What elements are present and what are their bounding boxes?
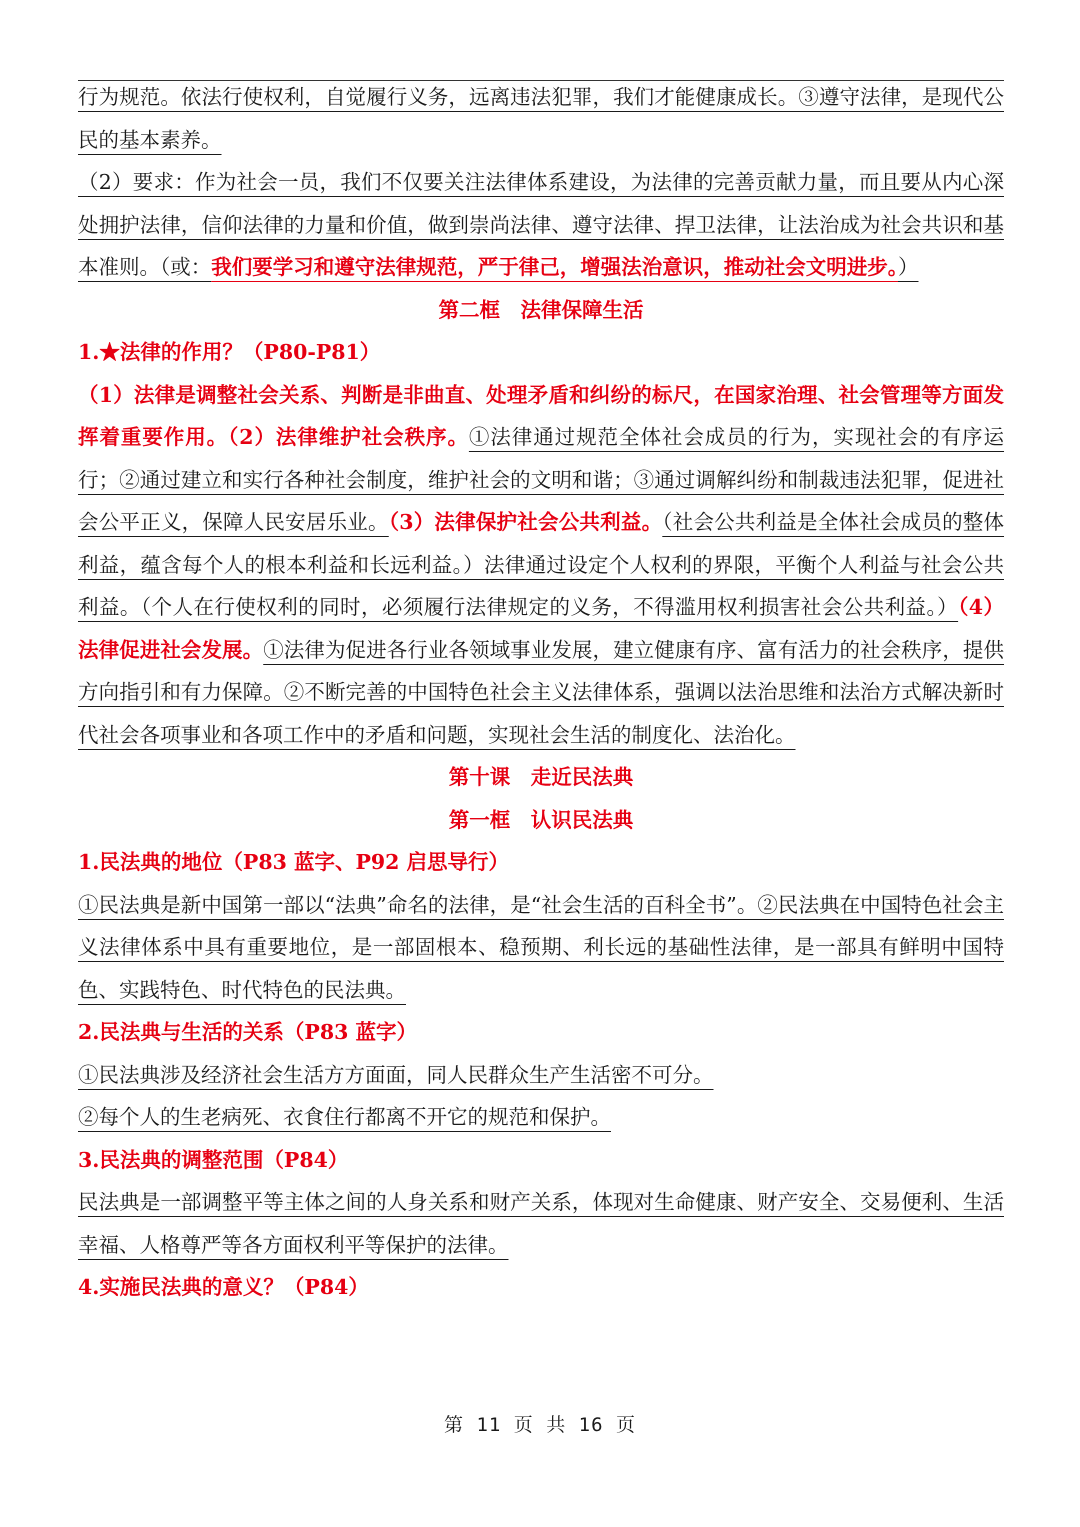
underlined-text: ①法律通过规范全体社会成员的行为，实现社会的有序运行；②通过建立和实行各种社会制度，维护社会的文明和谐；③通过调解纠纷和制裁违法犯罪，促进社会公平正义，保障人民安居乐业。 <box>78 425 1005 534</box>
question-heading: 3.民法典的调整范围（P84） <box>78 1147 349 1172</box>
underlined-text: 行为规范。依法行使权利，自觉履行义务，远离违法犯罪，我们才能健康成长。③遵守法律，是现代公民的基本素养。 <box>78 85 1004 152</box>
underlined-text: 民法典是一部调整平等主体之间的人身关系和财产关系，体现对生命健康、财产安全、交易便利、生活幸福、人格尊严等各方面权利平等保护的法律。 <box>78 1190 1004 1257</box>
page-number-footer: 第 11 页 共 16 页 <box>444 1414 636 1436</box>
question-heading: 1.★法律的作用？（P80-P81） <box>78 340 381 364</box>
question-heading: 4.实施民法典的意义？（P84） <box>78 1275 369 1299</box>
paragraph-requirement <box>78 161 1004 289</box>
lesson-title: 第十课 走近民法典 <box>448 765 634 789</box>
paragraph-law-functions <box>78 374 1004 757</box>
red-emphasis-text: （1）法律是调整社会关系、判断是非曲直、处理矛盾和纠纷的标尺，在国家治理、社会管理等方面发挥着重要作用。（2）法律维护社会秩序。 <box>78 382 1004 449</box>
underlined-text: ①法律为促进各行业各领域事业发展，建立健康有序、富有活力的社会秩序，提供方向指引和有力保障。②不断完善的中国特色社会主义法律体系，强调以法治思维和法治方式解决新时代社会各项事业和各项工作中的矛盾和问题，实现社会生活的制度化、法治化。 <box>78 637 1005 747</box>
section-title: 第二框 法律保障生活 <box>438 297 644 322</box>
paragraph-civil-code-life-b <box>78 1096 1004 1139</box>
underlined-text: ①民法典涉及经济社会生活方方面面，同人民群众生产生活密不可分。 <box>78 1062 714 1087</box>
paragraph-continuation <box>78 76 1004 161</box>
section-title: 第一框 认识民法典 <box>448 807 634 832</box>
red-emphasis-text: （3）法律保护社会公共利益。 <box>388 510 663 534</box>
underlined-text: ②每个人的生老病死、衣食住行都离不开它的规范和保护。 <box>78 1105 611 1129</box>
underlined-text: （社会公共利益是全体社会成员的整体利益，蕴含每个人的根本利益和长远利益。）法律通过设定个人权利的界限，平衡个人利益与社会公共利益。（个人在行使权利的同时，必须履行法律规定的义务，不得滥用权利损害社会公共利益。） <box>78 510 1005 619</box>
paragraph-civil-code-life-a <box>78 1054 1004 1097</box>
document-page <box>78 76 1004 1309</box>
question-heading: 2.民法典与生活的关系（P83 蓝字） <box>78 1020 417 1044</box>
underlined-text: （2）要求：作为社会一员，我们不仅要关注法律体系建设，为法律的完善贡献力量，而且要从内心深处拥护法律，信仰法律的力量和价值，做到崇尚法律、遵守法律、捍卫法律，让法治成为社会共识和基本准则。（或： <box>78 170 1004 279</box>
underlined-text: ） <box>898 255 919 279</box>
question-heading: 1.民法典的地位（P83 蓝字、P92 启思导行） <box>78 850 510 874</box>
paragraph-civil-code-scope <box>78 1181 1004 1266</box>
red-emphasis-text: （4）法律促进社会发展。 <box>78 595 1004 662</box>
red-emphasis-text: 我们要学习和遵守法律规范，严于律己，增强法治意识，推动社会文明进步。 <box>211 255 898 279</box>
underlined-text: ①民法典是新中国第一部以“法典”命名的法律，是“社会生活的百科全书”。②民法典在中国特色社会主义法律体系中具有重要地位，是一部固根本、稳预期、利长远的基础性法律，是一部具有鲜明中国特色、实践特色、时代特色的民法典。 <box>78 892 1004 1002</box>
paragraph-civil-code-status <box>78 884 1004 1012</box>
